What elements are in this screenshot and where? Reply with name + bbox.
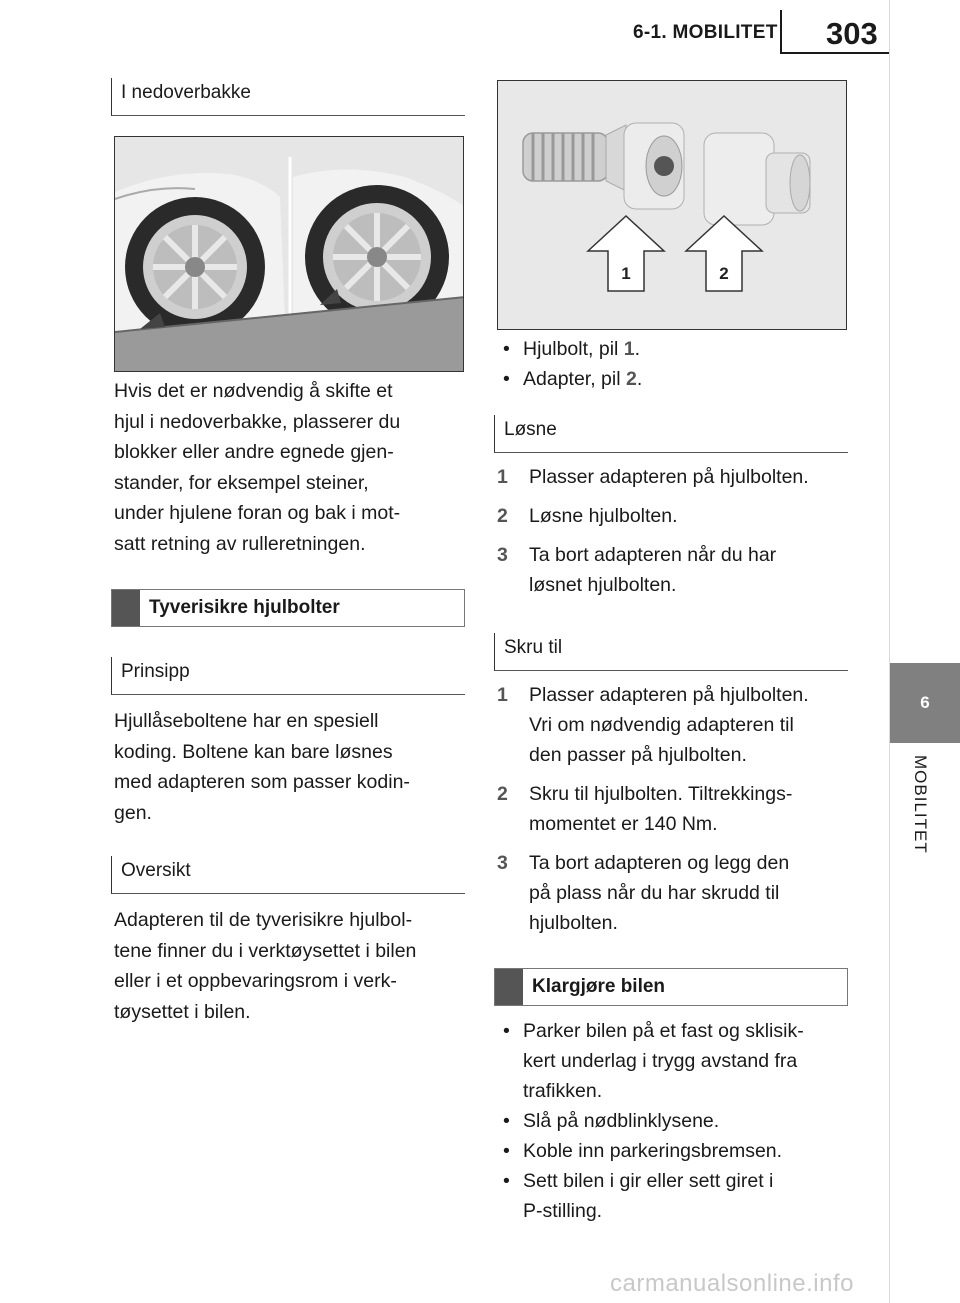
text-line: eller i et oppbevaringsrom i verk- [114,970,397,992]
step-item: 3 Ta bort adapteren når du har løsnet hjulbolten. [497,544,777,596]
step-item: 3 Ta bort adapteren og legg den på plass når du har skrudd til hjulbolten. [497,852,790,934]
text-line: gen. [114,801,152,824]
overview-heading: Oversikt [111,856,465,894]
chapter-tab[interactable] [890,663,960,743]
downhill-heading: I nedoverbakke [111,78,465,116]
step-item: 1 Plasser adapteren på hjulbolten. [497,466,809,488]
heading-bar [112,590,140,626]
legend-item: • Hjulbolt, pil 1. [503,338,641,360]
text-line: blokker eller andre egnede gjen- [114,441,394,463]
car-on-slope-figure [115,137,464,372]
loosen-heading: Løsne [494,415,848,453]
bullet-item: • Parker bilen på et fast og sklisik- kert underlag i trygg avstand fra trafikken. [503,1020,804,1102]
header-underline [780,52,890,54]
theft-bolts-heading [111,589,465,627]
text-line: under hjulene foran og bak i mot- [114,502,401,524]
chapter-number: 6 [920,693,930,712]
locking-bolt-illustration [497,80,847,330]
heading-text: Klargjøre bilen [532,976,666,997]
bullet-item: • Koble inn parkeringsbremsen. [503,1140,783,1162]
tighten-heading: Skru til [494,633,848,671]
section-label: 6-1. MOBILITET [633,22,778,43]
text-line: Hjullåseboltene har en spesiell [114,710,379,732]
text-line: koding. Boltene kan bare løsnes [114,740,393,763]
text-line: tene finner du i verktøysettet i bilen [114,939,417,962]
loosen-steps [497,462,867,600]
text-line: stander, for eksempel steiner, [114,471,369,494]
heading-bar [495,969,523,1005]
prepare-heading [494,968,848,1006]
callout-2: 2 [719,264,729,283]
principle-text [114,706,474,828]
bullet-item: • Slå på nødblinklysene. [503,1110,720,1132]
legend-item: • Adapter, pil 2. [503,368,643,390]
tighten-steps [497,680,867,938]
text-line: Adapteren til de tyverisikre hjulbol- [114,909,413,931]
downhill-text [114,376,474,559]
principle-heading: Prinsipp [111,657,465,695]
step-item: 1 Plasser adapteren på hjulbolten. Vri om nødvendig adapteren til den passer på hjulbolten. [497,684,809,766]
side-divider [889,0,890,1303]
text-line: med adapteren som passer kodin- [114,771,410,793]
text-line: hjul i nedoverbakke, plasserer du [114,410,401,433]
heading-text: Tyverisikre hjulbolter [149,597,340,618]
overview-text [114,905,484,1027]
step-item: 2 Skru til hjulbolten. Tiltrekkings- momentet er 140 Nm. [497,783,793,835]
bolt-adapter-figure [498,81,847,330]
text-line: satt retning av rulleretningen. [114,532,366,555]
callout-1: 1 [621,264,631,283]
step-item: 2 Løsne hjulbolten. [497,505,678,527]
bullet-item: • Sett bilen i gir eller sett giret i P-stilling. [503,1170,774,1222]
wheel-chock-illustration [114,136,464,372]
watermark[interactable]: carmanualsonline.info [610,1270,854,1297]
text-line: tøysettet i bilen. [114,1000,251,1023]
chapter-label: MOBILITET [911,755,930,854]
figure-legend [497,334,857,394]
header-divider [780,10,782,52]
prepare-bullets [497,1016,867,1226]
page-number: 303 [826,16,878,51]
text-line: Hvis det er nødvendig å skifte et [114,380,393,402]
